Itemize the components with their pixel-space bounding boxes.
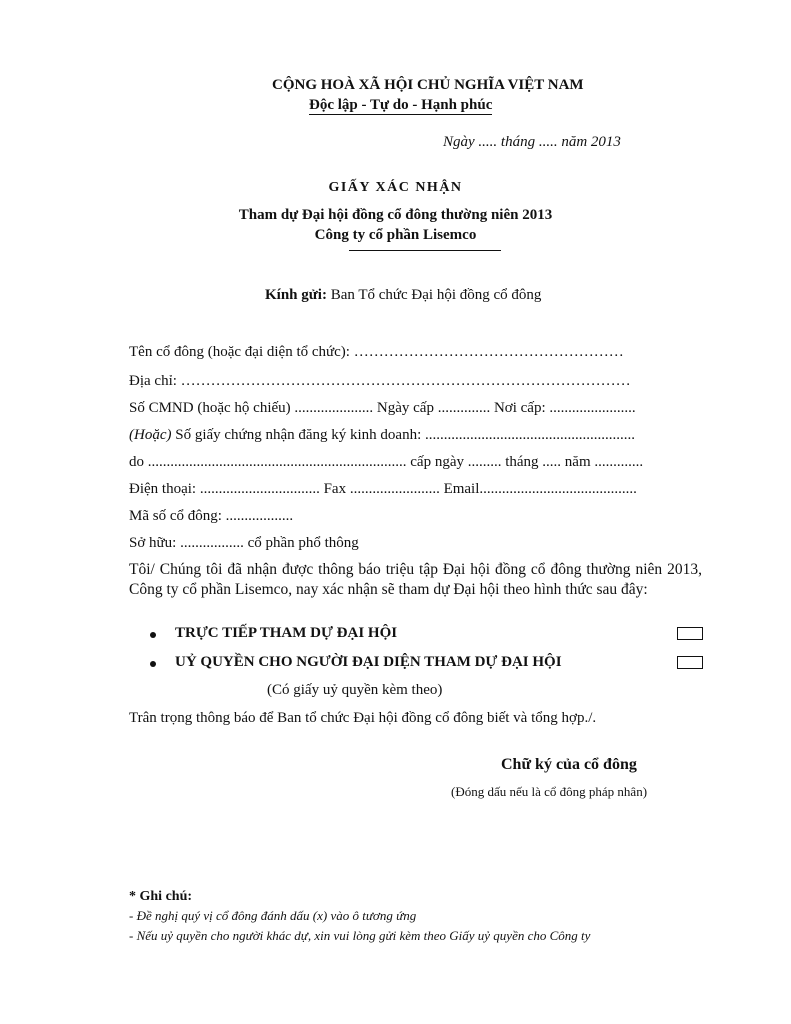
document-subtitle: Tham dự Đại hội đồng cổ đông thường niên 2013 xyxy=(238,207,553,223)
business-line: Số giấy chứng nhận đăng ký kinh doanh: ........................................................ xyxy=(171,427,635,443)
closing-line: Trân trọng thông báo để Ban tổ chức Đại hội đồng cổ đông biết và tổng hợp./. xyxy=(129,710,597,726)
address-field[interactable]: Địa chỉ: ……………………………………………………………………………… xyxy=(129,373,631,389)
option-proxy-label: UỶ QUYỀN CHO NGƯỜI ĐẠI DIỆN THAM DỰ ĐẠI HỘI xyxy=(175,654,562,670)
company-name: Công ty cổ phần Lisemco xyxy=(314,227,477,243)
date-line: Ngày ..... tháng ..... năm 2013 xyxy=(443,134,621,150)
bullet-icon xyxy=(150,632,156,638)
addressee-value: Ban Tổ chức Đại hội đồng cổ đông xyxy=(330,287,542,303)
ownership-field[interactable]: Sở hữu: ................. cổ phần phổ thông xyxy=(129,535,359,551)
contact-field[interactable]: Điện thoại: ................................ Fax ........................ Email.......................................... xyxy=(129,481,637,497)
signature-title: Chữ ký của cổ đông xyxy=(501,756,637,773)
option-direct-checkbox[interactable] xyxy=(677,627,703,640)
addressee xyxy=(265,287,541,304)
statement-paragraph: Tôi/ Chúng tôi đã nhận được thông báo triệu tập Đại hội đồng cổ đông thường niên 2013, Công ty cổ phần Lisemco, nay xác nhận sẽ tham dự Đại hội theo hình thức sau đây: xyxy=(129,561,702,598)
title-divider xyxy=(349,250,501,251)
option-note: (Có giấy uỷ quyền kèm theo) xyxy=(267,682,443,698)
shareholder-code-field[interactable]: Mã số cổ đông: .................. xyxy=(129,508,294,524)
business-prefix: (Hoặc) xyxy=(129,427,172,443)
option-proxy-checkbox[interactable] xyxy=(677,656,703,669)
notes-heading: * Ghi chú: xyxy=(129,889,193,904)
addressee-label: Kính gửi: xyxy=(265,287,327,303)
motto: Độc lập - Tự do - Hạnh phúc xyxy=(309,97,493,113)
issued-by-field[interactable]: do ..................................................................... cấp ngày ......... tháng ..... năm ............. xyxy=(129,454,644,470)
option-direct-label: TRỰC TIẾP THAM DỰ ĐẠI HỘI xyxy=(175,625,398,641)
business-registration-field[interactable] xyxy=(129,427,635,444)
document-title: GIẤY XÁC NHẬN xyxy=(328,180,463,195)
shareholder-name-field[interactable]: Tên cổ đông (hoặc đại diện tổ chức): ……………………………………………… xyxy=(129,344,624,360)
id-number-field[interactable]: Số CMND (hoặc hộ chiếu) ..................... Ngày cấp .............. Nơi cấp: ....................... xyxy=(129,400,636,416)
signature-note: (Đóng dấu nếu là cổ đông pháp nhân) xyxy=(451,784,648,799)
bullet-icon xyxy=(150,661,156,667)
country-name: CỘNG HOÀ XÃ HỘI CHỦ NGHĨA VIỆT NAM xyxy=(272,77,584,93)
note-item: - Đề nghị quý vị cổ đông đánh dấu (x) vào ô tương ứng xyxy=(129,908,417,923)
note-item: - Nếu uỷ quyền cho người khác dự, xin vui lòng gửi kèm theo Giấy uỷ quyền cho Công ty xyxy=(129,928,591,943)
